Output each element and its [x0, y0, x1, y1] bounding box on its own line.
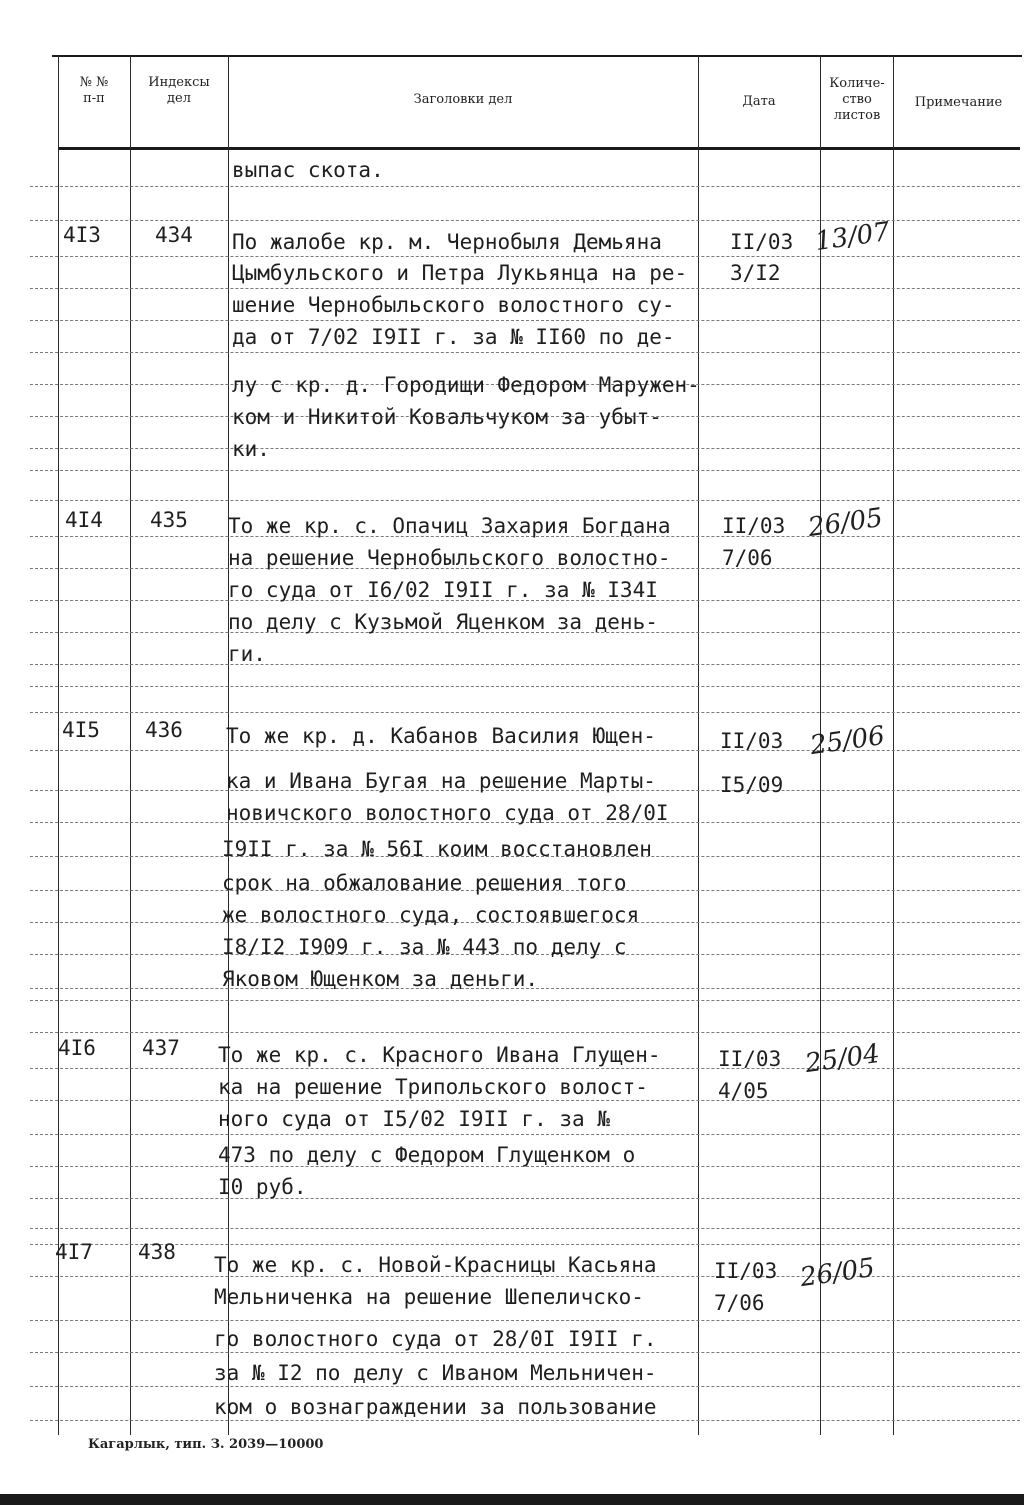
entry-line: То же кр. с. Красного Ивана Глущен-	[218, 1043, 661, 1067]
entry-line: 473 по делу с Федором Глущенком о	[218, 1143, 636, 1167]
continuation-text: выпас скота.	[232, 158, 384, 182]
entry-line: Цымбульского и Петра Лукьянца на ре-	[232, 261, 688, 285]
entry-line: шение Чернобыльского волостного су-	[232, 293, 675, 317]
entry-sheets-handwritten: 26/05	[798, 1252, 877, 1294]
entry-number: 4I3	[63, 223, 101, 247]
entry-date-start: II/03	[730, 230, 794, 254]
ruled-line	[30, 664, 1020, 665]
entry-number: 4I7	[55, 1240, 93, 1264]
ruled-line	[30, 186, 1020, 187]
entry-line: I9II г. за № 56I коим восстановлен	[222, 837, 652, 861]
ruled-line	[30, 686, 1020, 687]
entry-line: ка на решение Трипольского волост-	[218, 1075, 648, 1099]
ruled-line	[30, 1228, 1020, 1229]
ruled-line	[30, 1198, 1020, 1199]
entry-line: на решение Чернобыльского волостно-	[228, 546, 671, 570]
entry-number: 4I5	[62, 718, 100, 742]
entry-date-end: 4/05	[718, 1079, 769, 1103]
printer-imprint: Кагарлык, тип. З. 2039—10000	[88, 1437, 324, 1452]
entry-line: по делу с Кузьмой Яценком за день-	[228, 610, 658, 634]
entry-date-end: 7/06	[722, 546, 773, 570]
entry-line: ка и Ивана Бугая на решение Марты-	[226, 769, 656, 793]
entry-line: за № I2 по делу с Иваном Мельничен-	[214, 1361, 657, 1385]
ruled-line	[30, 1244, 1020, 1245]
entry-date-start: II/03	[718, 1047, 782, 1071]
entry-line: То же кр. с. Новой-Красницы Касьяна	[214, 1253, 657, 1277]
entry-line: го волостного суда от 28/0I I9II г.	[214, 1327, 657, 1351]
entry-line: ком и Никитой Ковальчуком за убыт-	[232, 405, 662, 429]
entry-line: ги.	[228, 642, 266, 666]
entry-line: Мельниченка на решение Шепеличско-	[214, 1285, 644, 1309]
entry-line: ки.	[232, 437, 270, 461]
entry-date-end: 7/06	[714, 1291, 765, 1315]
ruled-line	[30, 500, 1020, 501]
ruled-line	[30, 1000, 1020, 1001]
entry-line: I8/I2 I909 г. за № 443 по делу с	[222, 935, 627, 959]
entry-number: 4I6	[58, 1036, 96, 1060]
entry-line: ком о вознаграждении за пользование	[214, 1395, 657, 1419]
entry-date-start: II/03	[714, 1259, 778, 1283]
entry-line: То же кр. с. Опачиц Захария Богдана	[228, 514, 671, 538]
table-top-rule	[52, 55, 1022, 57]
entry-sheets-handwritten: 26/05	[806, 502, 885, 544]
entry-line: новичского волостного суда от 28/0I	[226, 801, 669, 825]
entry-index: 434	[155, 223, 193, 247]
entry-index: 437	[142, 1036, 180, 1060]
entry-line: го суда от I6/02 I9II г. за № I34I	[228, 578, 658, 602]
entry-line: да от 7/02 I9II г. за № II60 по де-	[232, 325, 675, 349]
header-bottom-rule	[58, 147, 1020, 150]
entry-index: 435	[150, 508, 188, 532]
header-note: Примечание	[914, 95, 1003, 110]
entry-line: По жалобе кр. м. Чернобыля Демьяна	[232, 230, 662, 254]
entry-line: I0 руб.	[218, 1175, 307, 1199]
entry-sheets-handwritten: 13/07	[813, 216, 892, 258]
entry-date-end: 3/I2	[730, 261, 781, 285]
entry-line: ного суда от I5/02 I9II г. за №	[218, 1107, 610, 1131]
entry-sheets-handwritten: 25/04	[803, 1038, 882, 1080]
ruled-line	[30, 712, 1020, 713]
header-title: Заголовки дел	[413, 92, 513, 107]
entry-date-start: II/03	[720, 729, 784, 753]
entry-index: 438	[138, 1240, 176, 1264]
entry-line: лу с кр. д. Городищи Федором Маружен-	[232, 373, 700, 397]
entry-line: То же кр. д. Кабанов Василия Ющен-	[226, 724, 656, 748]
header-index: Индексы дел	[148, 75, 210, 106]
header-num: № № п-п	[79, 75, 109, 106]
entry-line: Яковом Ющенком за деньги.	[222, 967, 539, 991]
entry-date-end: I5/09	[720, 773, 784, 797]
scan-edge	[0, 1494, 1024, 1505]
entry-number: 4I4	[65, 508, 103, 532]
header-date: Дата	[742, 94, 776, 109]
ruled-line	[30, 1032, 1020, 1033]
entry-sheets-handwritten: 25/06	[808, 720, 887, 762]
header-sheets: Количе- ство листов	[829, 76, 885, 123]
ruled-line	[30, 470, 1020, 471]
entry-date-start: II/03	[722, 514, 786, 538]
ruled-line	[30, 448, 1020, 449]
ruled-line	[30, 1320, 1020, 1321]
entry-index: 436	[145, 718, 183, 742]
entry-line: срок на обжалование решения того	[222, 871, 627, 895]
entry-line: же волостного суда, состоявшегося	[222, 903, 640, 927]
